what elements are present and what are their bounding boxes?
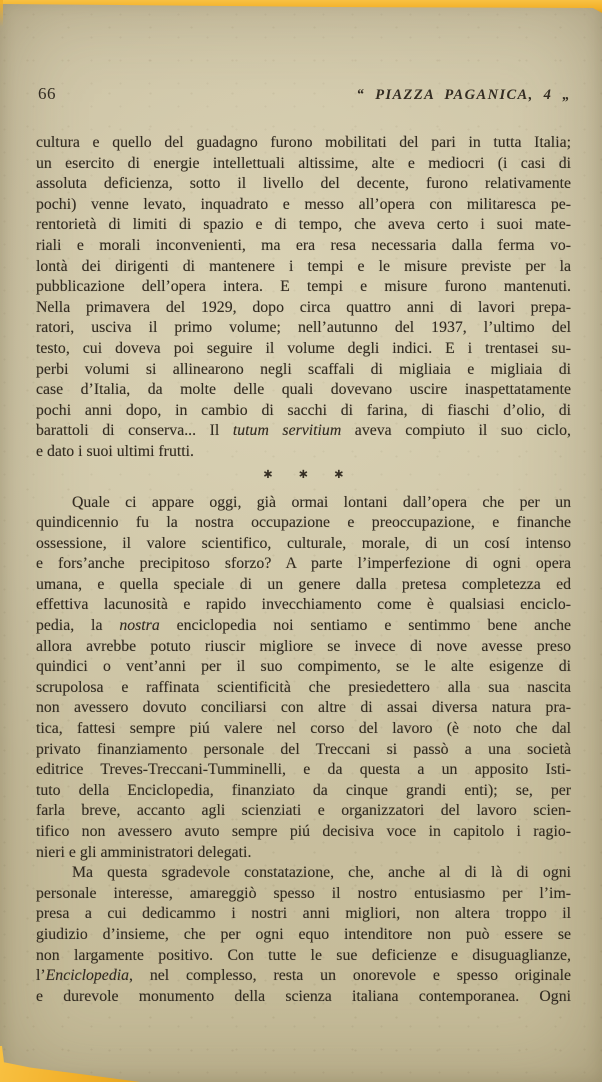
text-line: ossessione, il valore scientifico, culturale, morale, di un cosí intenso	[36, 534, 571, 552]
text-line: case d’Italia, da molte delle quali dovevano uscire inaspettatamente	[36, 381, 571, 399]
text-line: e dato i suoi ultimi frutti.	[36, 442, 194, 460]
text-line: barattoli di conserva... Il tutum servitium aveva compiuto il suo ciclo,	[36, 422, 571, 440]
running-head: “ PIAZZA PAGANICA, 4 „	[356, 87, 571, 103]
text-line: umana, e quella speciale di un genere dalla pretesa completezza ed	[36, 575, 571, 593]
page-body	[36, 133, 571, 1007]
text-line: e durevole monumento della scienza italiana contemporanea. Ogni	[36, 987, 571, 1005]
cover-edge-left	[0, 0, 3, 27]
text-line: un esercito di energie intellettuali altissime, alte e mediocri (i casi di	[36, 154, 571, 172]
text-line: personale interesse, amareggiò spesso il nostro entusiasmo per l’im-	[36, 884, 571, 902]
cover-edge-bottom-left	[0, 1046, 140, 1082]
text-line: pochi) venne levato, inquadrato e messo all’opera con militaresca pe-	[36, 195, 571, 213]
paragraph	[36, 863, 571, 1007]
text-line: privato finanziamento personale del Treccani si passò a una società	[36, 740, 571, 758]
text-line: riali e morali inconvenienti, ma era resa necessaria dalla ferma vo-	[36, 236, 571, 254]
cover-edge-top	[0, 0, 602, 14]
text-line: lontà dei dirigenti di mantenere i tempi e le misure previste per la	[36, 257, 571, 275]
text-line: effettiva lacunosità e rapido invecchiamento come è qualsiasi enciclo-	[36, 596, 571, 614]
text-line: pubblicazione dell’opera intera. E tempi e misure furono mantenuti.	[36, 278, 571, 296]
text-line: scrupolosa e raffinata scientificità che presiedettero alla sua nascita	[36, 678, 571, 696]
text-line: cultura e quello del guadagno furono mobilitati del pari in tutta Italia;	[36, 134, 571, 151]
section-separator: ∗ ∗ ∗	[262, 466, 355, 482]
text-line: nieri e gli amministratori delegati.	[36, 843, 252, 861]
text-line: farla breve, accanto agli scienziati e organizzatori del lavoro scien-	[36, 802, 571, 820]
text-line: editrice Treves-Treccani-Tumminelli, e da questa a un apposito Isti-	[36, 761, 571, 779]
text-line: e fors’anche precipitoso sforzo? A parte l’imperfezione di ogni opera	[36, 555, 571, 573]
text-line: ratori, usciva il primo volume; nell’autunno del 1937, l’ultimo del	[36, 319, 571, 337]
text-line: rentorietà di limiti di spazio e di tempo, che aveva certo i suoi mate-	[36, 216, 571, 234]
text-line: tifico non avessero avuto sempre piú decisiva voce in capitolo i ragio-	[36, 823, 571, 840]
text-line: testo, cui doveva poi seguire il volume degli indici. E i trentasei su-	[36, 339, 571, 357]
text-line: pedia, la nostra enciclopedia noi sentiamo e sentimmo bene anche	[36, 617, 571, 635]
text-line: Ma questa sgradevole constatazione, che, anche al di là di ogni	[72, 864, 571, 882]
text-line: non largamente positivo. Con tutte le sue deficienze e disuguaglianze,	[36, 946, 571, 964]
text-line: tica, fattesi sempre piú valere nel corso del lavoro (è noto che dal	[36, 720, 571, 738]
text-line: Quale ci appare oggi, già ormai lontani dall’opera che per un	[72, 493, 571, 511]
text-line: assoluta deficienza, sotto il livello del decente, furono relativamente	[36, 175, 571, 193]
page-header	[38, 84, 571, 104]
text-line: l’Enciclopedia, nel complesso, resta un onorevole e spesso originale	[36, 967, 571, 985]
text-line: tuto della Enciclopedia, finanziato da cinque grandi enti); se, per	[36, 781, 571, 799]
text-line: allora avrebbe potuto riuscir migliore se invece di nove avesse preso	[36, 637, 571, 655]
paragraph	[36, 133, 571, 463]
text-line: Nella primavera del 1929, dopo circa quattro anni di lavori prepa-	[36, 298, 571, 316]
text-line: perbi volumi si allinearono negli scaffali di migliaia e migliaia di	[36, 360, 571, 378]
italic-text: tutum servitium	[232, 422, 342, 440]
text-line: quindicennio fu la nostra occupazione e preoccupazione, e finanche	[36, 514, 571, 532]
text-line: quindici o vent’anni per il suo compimento, se le alte esigenze di	[36, 658, 571, 676]
page-number: 66	[38, 84, 56, 103]
text-line: presa a cui dedicammo i nostri anni migliori, non altera troppo il	[36, 905, 571, 923]
paragraph	[36, 493, 571, 864]
text-line: non avessero dovuto conciliarsi con altre di assai diversa natura pra-	[36, 699, 571, 717]
italic-text: Enciclopedia	[45, 967, 129, 985]
text-line: pochi anni dopo, in cambio di sacchi di farina, di fiaschi d’olio, di	[36, 401, 571, 419]
italic-text: nostra	[119, 617, 160, 635]
text-line: giudizio d’insieme, che per ogni equo intenditore non può essere se	[36, 925, 571, 943]
